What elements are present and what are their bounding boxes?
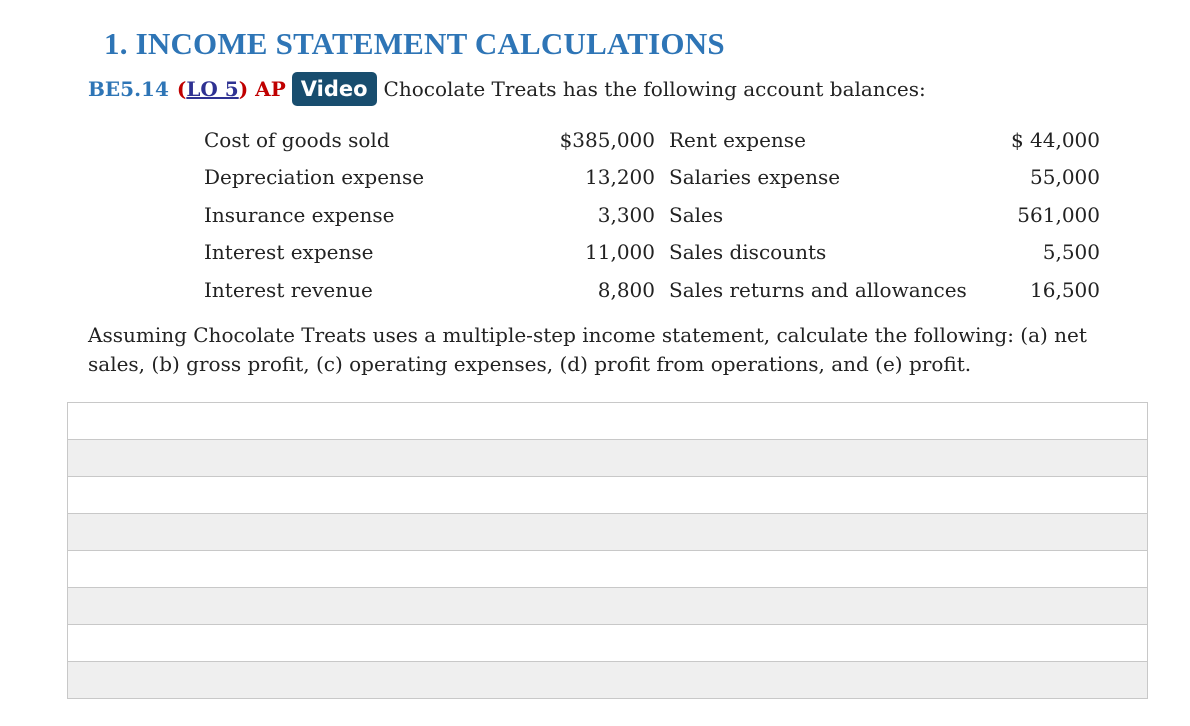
answer-row[interactable] [67,625,1148,662]
account-value: 5,500 [1042,240,1100,265]
answer-row[interactable] [67,588,1148,625]
account-name: Sales discounts [669,240,827,265]
account-name: Salaries expense [669,165,841,190]
table-row [196,159,1108,197]
section-title: 1. INCOME STATEMENT CALCULATIONS [104,26,725,61]
account-value: 8,800 [597,277,655,302]
account-name: Interest expense [204,240,374,265]
account-value: 55,000 [1030,165,1100,190]
account-balances-table [196,121,1108,309]
account-name: Insurance expense [204,202,395,227]
learning-objective-link[interactable]: LO 5 [186,77,239,101]
account-name: Depreciation expense [204,165,425,190]
table-row [196,196,1108,234]
account-name: Rent expense [669,127,806,152]
problem-intro: Chocolate Treats has the following account balances: [383,77,926,101]
account-value: 11,000 [585,240,655,265]
account-name: Sales returns and allowances [669,277,967,302]
account-name: Interest revenue [204,277,373,302]
answer-row[interactable] [67,477,1148,514]
problem-id: BE5.14 [88,77,169,101]
answer-row[interactable] [67,514,1148,551]
answer-grid [67,402,1148,699]
video-button[interactable]: Video [292,72,377,106]
account-value: 561,000 [1017,202,1100,227]
account-value: $ 44,000 [1010,127,1100,152]
account-value: 3,300 [597,202,655,227]
task-instructions: Assuming Chocolate Treats uses a multiple-step income statement, calculate the following: (a) net sales, (b) gross profit, (c) operating expenses, (d) profit from operations, and (e) profit. [88,323,1087,376]
table-row [196,271,1108,309]
account-value: $385,000 [559,127,655,152]
answer-row[interactable] [67,440,1148,477]
learning-objective: (LO 5) [176,77,249,101]
account-name: Cost of goods sold [204,127,390,152]
answer-row[interactable] [67,403,1148,440]
account-value: 16,500 [1030,277,1100,302]
answer-row[interactable] [67,662,1148,699]
account-value: 13,200 [585,165,655,190]
table-row [196,234,1108,272]
problem-header [88,72,926,106]
account-name: Sales [669,202,724,227]
answer-row[interactable] [67,551,1148,588]
table-row [196,121,1108,159]
difficulty-level: AP [255,77,286,101]
